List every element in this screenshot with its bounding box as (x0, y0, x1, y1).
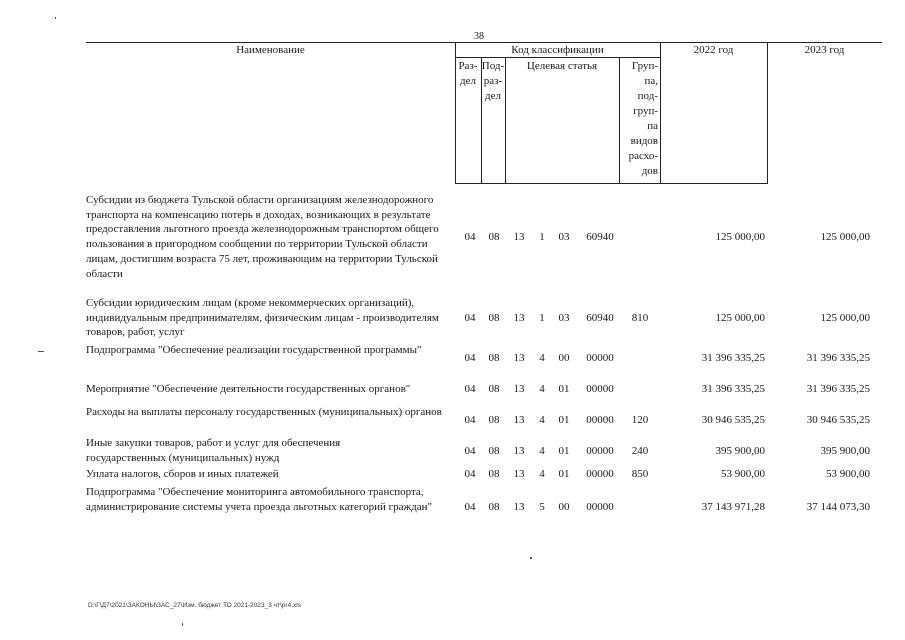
row-amount-2022: 125 000,00 (715, 312, 765, 324)
scan-mark (38, 351, 44, 352)
table-header (86, 42, 882, 184)
header-code-group: Код классификации (511, 44, 604, 56)
row-target-event: 01 (558, 468, 570, 480)
row-target-event: 01 (558, 445, 570, 457)
row-target-program: 13 (513, 501, 525, 513)
row-target-direction: 00000 (586, 352, 614, 364)
header-subsection: Под- раз- дел (481, 60, 505, 102)
row-target-event: 03 (558, 231, 570, 243)
row-amount-2022: 125 000,00 (715, 231, 765, 243)
row-target-event: 00 (558, 501, 570, 513)
row-target-subprogram: 5 (539, 501, 545, 513)
row-amount-2023: 31 396 335,25 (806, 383, 870, 395)
row-target-event: 00 (558, 352, 570, 364)
row-target-program: 13 (513, 468, 525, 480)
row-name: Подпрограмма "Обеспечение реализации государственной программы" (86, 344, 422, 356)
row-target-direction: 00000 (586, 501, 614, 513)
row-section: 04 (464, 468, 476, 480)
row-amount-2023: 30 946 535,25 (806, 414, 870, 426)
row-subsection: 08 (488, 352, 500, 364)
row-target-program: 13 (513, 414, 525, 426)
row-name: Субсидии юридическим лицам (кроме некоммерческих организаций), индивидуальным предпринимателям, физическим лицам - производителям товаров, работ, услуг (86, 297, 439, 339)
row-target-direction: 00000 (586, 383, 614, 395)
header-bottom-border (455, 183, 768, 184)
row-target-subprogram: 1 (539, 231, 545, 243)
row-target-direction: 00000 (586, 414, 614, 426)
row-subsection: 08 (488, 414, 500, 426)
row-target-subprogram: 4 (539, 383, 545, 395)
row-name: Субсидии из бюджета Тульской области организациям железнодорожного транспорта на компенсацию потерь в доходах, возникающих в результате предоставления льготного проезда железнодорожным транспортом общего пользования в пригородном сообщении по территории Тульской области лицам, достигшим возраста 75 лет, проживающим на территории Тульской области (86, 194, 439, 280)
row-subsection: 08 (488, 468, 500, 480)
header-vline (767, 42, 768, 184)
row-section: 04 (464, 414, 476, 426)
row-amount-2023: 125 000,00 (820, 231, 870, 243)
row-name: Уплата налогов, сборов и иных платежей (86, 468, 279, 480)
row-section: 04 (464, 445, 476, 457)
row-target-subprogram: 4 (539, 414, 545, 426)
row-target-direction: 60940 (586, 231, 614, 243)
row-target-subprogram: 4 (539, 468, 545, 480)
header-year-2023: 2023 год (804, 44, 845, 56)
scan-mark (530, 557, 532, 559)
row-target-event: 03 (558, 312, 570, 324)
row-amount-2023: 37 144 073,30 (806, 501, 870, 513)
row-amount-2022: 53 900,00 (721, 468, 765, 480)
header-vline (505, 57, 506, 184)
header-expense-group: Груп- па, под- груп- па видов расхо- дов (628, 60, 658, 177)
row-subsection: 08 (488, 231, 500, 243)
row-section: 04 (464, 383, 476, 395)
scan-mark (182, 623, 183, 626)
header-year-2022: 2022 год (693, 44, 734, 56)
row-target-subprogram: 1 (539, 312, 545, 324)
row-target-event: 01 (558, 414, 570, 426)
row-expense-group: 240 (631, 445, 649, 457)
row-target-subprogram: 4 (539, 445, 545, 457)
row-subsection: 08 (488, 383, 500, 395)
row-subsection: 08 (488, 501, 500, 513)
row-target-program: 13 (513, 383, 525, 395)
row-target-direction: 60940 (586, 312, 614, 324)
row-expense-group: 850 (631, 468, 649, 480)
row-name: Расходы на выплаты персоналу государственных (муниципальных) органов (86, 406, 442, 418)
row-subsection: 08 (488, 312, 500, 324)
row-amount-2023: 125 000,00 (820, 312, 870, 324)
header-section: Раз- дел (458, 60, 478, 87)
file-path-footer: D:\Г\Д7\2021\ЗАКОНЫ\ЗАС_27\Изм. бюджет ТО 2021-2023_3 чт\pr4.xls (88, 602, 301, 609)
header-name: Наименование (236, 44, 305, 56)
row-amount-2023: 53 900,00 (826, 468, 870, 480)
row-amount-2022: 30 946 535,25 (701, 414, 765, 426)
row-target-direction: 00000 (586, 445, 614, 457)
row-name: Иные закупки товаров, работ и услуг для обеспечения государственных (муниципальных) нужд (86, 437, 341, 464)
row-target-event: 01 (558, 383, 570, 395)
row-amount-2022: 395 900,00 (715, 445, 765, 457)
row-expense-group: 120 (631, 414, 649, 426)
header-vline (660, 42, 661, 184)
row-amount-2022: 31 396 335,25 (701, 352, 765, 364)
row-target-program: 13 (513, 231, 525, 243)
row-target-program: 13 (513, 352, 525, 364)
row-target-program: 13 (513, 312, 525, 324)
row-section: 04 (464, 312, 476, 324)
row-section: 04 (464, 501, 476, 513)
row-target-subprogram: 4 (539, 352, 545, 364)
row-section: 04 (464, 352, 476, 364)
row-section: 04 (464, 231, 476, 243)
scan-mark (55, 17, 56, 19)
row-amount-2023: 31 396 335,25 (806, 352, 870, 364)
row-name: Подпрограмма "Обеспечение мониторинга автомобильного транспорта, администрирование системы учета проезда льготных категорий граждан" (86, 486, 433, 513)
row-subsection: 08 (488, 445, 500, 457)
row-target-direction: 00000 (586, 468, 614, 480)
row-amount-2023: 395 900,00 (820, 445, 870, 457)
row-amount-2022: 31 396 335,25 (701, 383, 765, 395)
row-target-program: 13 (513, 445, 525, 457)
row-name: Мероприятие "Обеспечение деятельности государственных органов" (86, 383, 411, 395)
row-expense-group: 810 (631, 312, 649, 324)
header-target-article: Целевая статья (526, 60, 598, 72)
page-number: 38 (474, 31, 484, 42)
row-amount-2022: 37 143 971,28 (701, 501, 765, 513)
